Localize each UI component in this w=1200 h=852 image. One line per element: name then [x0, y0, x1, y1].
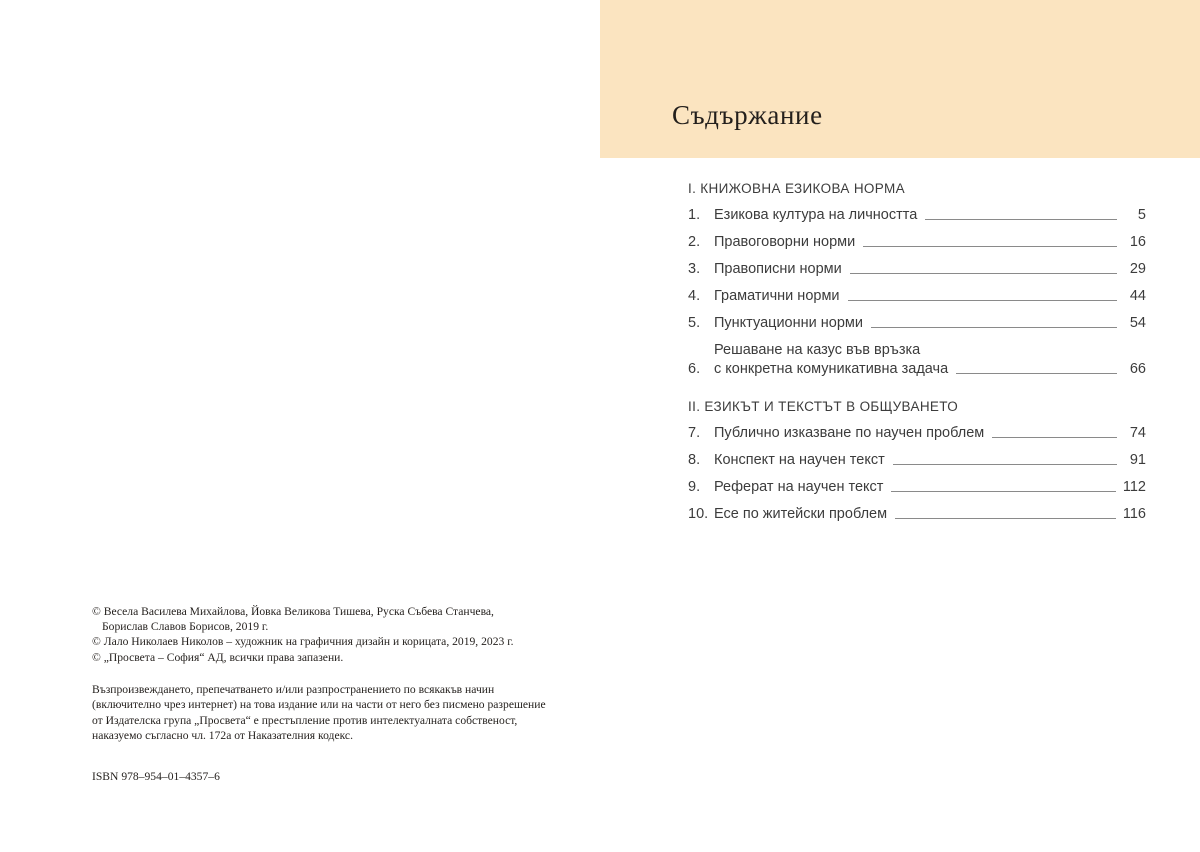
toc-entry[interactable] [688, 341, 1146, 379]
toc-leader-line [893, 463, 1117, 465]
toc-entry-line [714, 505, 1146, 524]
toc-leader-line [891, 490, 1115, 492]
toc-entry-label: Решаване на казус във връзка [714, 342, 921, 358]
toc-entry-line [714, 424, 1146, 443]
page-title: Съдържание [672, 100, 823, 130]
toc-entry[interactable] [688, 314, 1146, 333]
legal-line: наказуемо съгласно чл. 172а от Наказателния кодекс. [92, 729, 353, 743]
toc-entry-label: Публично изказване по научен проблем [714, 425, 985, 441]
toc-entry-label: Пунктуационни норми [714, 315, 863, 331]
toc-entry-body [714, 341, 1146, 379]
toc-entry-line [714, 360, 1146, 379]
toc-entry-body [714, 260, 1146, 279]
right-page [600, 0, 1200, 852]
toc-entry-page: 116 [1122, 506, 1146, 522]
toc-entry-body [714, 505, 1146, 524]
toc-entry-body [714, 424, 1146, 443]
toc-entry-number: 9. [688, 479, 701, 495]
toc-leader-line [863, 245, 1117, 247]
toc-leader-line [956, 372, 1117, 374]
colophon-block [92, 604, 546, 784]
toc-entry-line [714, 314, 1146, 333]
toc-leader-line [848, 299, 1117, 301]
copyright-line: Борислав Славов Борисов, 2019 г. [102, 620, 269, 634]
toc-entry-body [714, 206, 1146, 225]
toc-entry-label: Езикова култура на личността [714, 207, 918, 223]
toc-entry-list [688, 206, 1146, 379]
toc-entry-page: 5 [1137, 207, 1146, 223]
toc-leader-line [850, 272, 1117, 274]
toc-entry-number: 2. [688, 234, 701, 250]
toc-entry-page: 54 [1129, 315, 1146, 331]
toc-entry-number: 5. [688, 315, 701, 331]
toc-entry-number: 4. [688, 288, 701, 304]
table-of-contents [688, 180, 1146, 532]
toc-section [688, 180, 1146, 379]
toc-entry-label: Реферат на научен текст [714, 479, 884, 495]
toc-entry-page: 16 [1129, 234, 1146, 250]
header-band [600, 0, 1200, 158]
toc-leader-line [992, 436, 1117, 438]
copyright-line: © Весела Василева Михайлова, Йовка Великова Тишева, Руска Събева Станчева, [92, 605, 494, 618]
toc-section-heading: II. ЕЗИКЪТ И ТЕКСТЪТ В ОБЩУВАНЕТО [688, 399, 959, 414]
toc-entry-label: Конспект на научен текст [714, 452, 885, 468]
toc-entry-number: 8. [688, 452, 701, 468]
toc-entry-line [714, 287, 1146, 306]
legal-line: (включително чрез интернет) на това издание или на части от него без писмено разрешение [92, 698, 546, 712]
toc-leader-line [925, 218, 1117, 220]
toc-entry-number: 10. [688, 506, 709, 522]
legal-line: от Издателска група „Просвета“ е престъпление против интелектуалната собственост, [92, 713, 518, 727]
toc-entry[interactable] [688, 424, 1146, 443]
toc-entry[interactable] [688, 505, 1146, 524]
toc-entry-label-continued: с конкретна комуникативна задача [714, 361, 949, 377]
toc-section-heading: I. КНИЖОВНА ЕЗИКОВА НОРМА [688, 181, 905, 196]
toc-entry-body [714, 314, 1146, 333]
toc-entry-body [714, 451, 1146, 470]
toc-entry-line [714, 341, 1146, 360]
toc-entry[interactable] [688, 206, 1146, 225]
copyright-line: © Лало Николаев Николов – художник на графичния дизайн и корицата, 2019, 2023 г. [92, 635, 514, 649]
toc-entry-body [714, 478, 1146, 497]
toc-entry-line [714, 478, 1146, 497]
toc-entry-label: Правописни норми [714, 261, 842, 277]
toc-entry-line [714, 451, 1146, 470]
toc-entry[interactable] [688, 260, 1146, 279]
toc-entry-page: 74 [1129, 425, 1146, 441]
toc-entry-page: 112 [1122, 479, 1146, 495]
legal-line: Възпроизвеждането, препечатването и/или разпространението по всякакъв начин [92, 682, 495, 696]
toc-entry-number: 3. [688, 261, 701, 277]
toc-entry-line [714, 233, 1146, 252]
toc-entry-page: 29 [1129, 261, 1146, 277]
toc-entry-label: Правоговорни норми [714, 234, 856, 250]
toc-entry[interactable] [688, 233, 1146, 252]
toc-entry-list [688, 424, 1146, 524]
toc-leader-line [871, 326, 1117, 328]
toc-entry[interactable] [688, 287, 1146, 306]
toc-entry-line [714, 206, 1146, 225]
toc-entry-page: 44 [1129, 288, 1146, 304]
toc-entry-body [714, 233, 1146, 252]
toc-entry-number: 7. [688, 425, 701, 441]
toc-entry[interactable] [688, 478, 1146, 497]
toc-entry-label: Есе по житейски проблем [714, 506, 888, 522]
isbn-line: ISBN 978–954–01–4357–6 [92, 770, 220, 784]
toc-entry-page: 66 [1129, 361, 1146, 377]
toc-entry-number: 6. [688, 361, 701, 377]
copyright-line: © „Просвета – София“ АД, всички права запазени. [92, 650, 344, 664]
toc-entry-line [714, 260, 1146, 279]
legal-notice [92, 682, 546, 744]
toc-entry[interactable] [688, 451, 1146, 470]
toc-entry-body [714, 287, 1146, 306]
toc-leader-line [895, 517, 1116, 519]
toc-entry-number: 1. [688, 207, 701, 223]
toc-entry-page: 91 [1129, 452, 1146, 468]
toc-section [688, 398, 1146, 524]
toc-entry-label: Граматични норми [714, 288, 840, 304]
